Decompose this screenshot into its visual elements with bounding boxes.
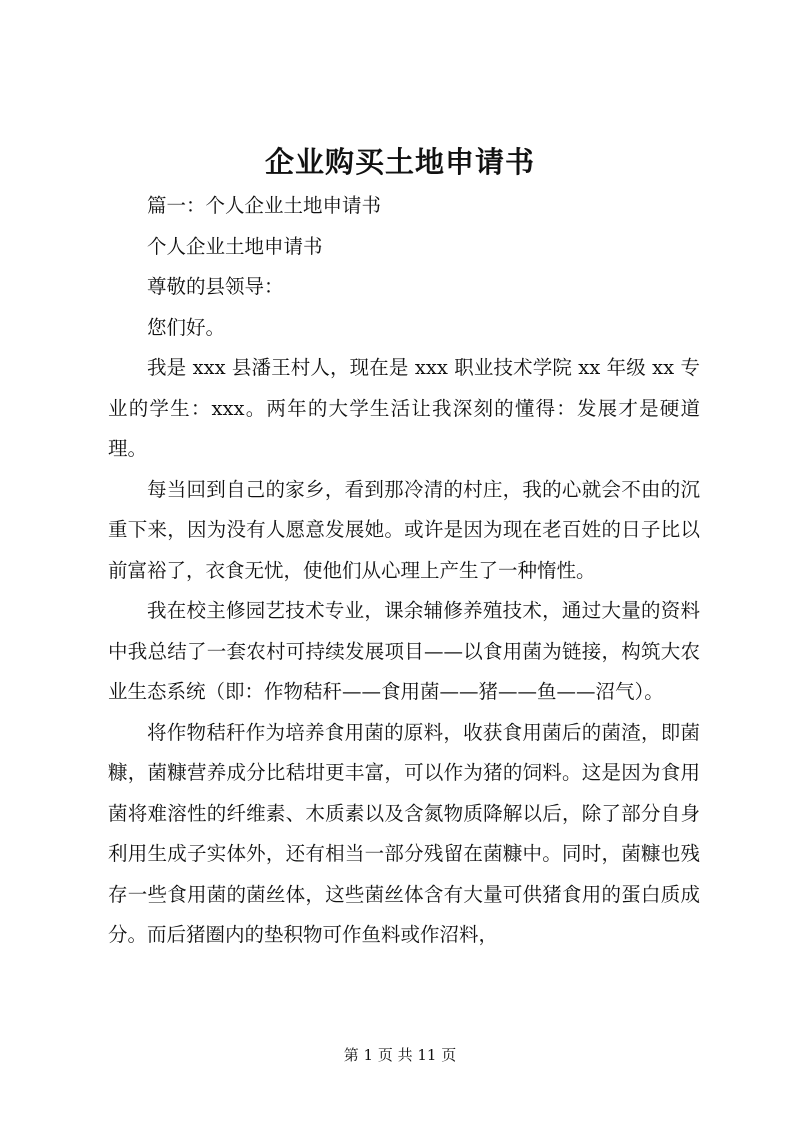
paragraph-hometown: 每当回到自己的家乡，看到那冷清的村庄，我的心就会不由的沉重下来，因为没有人愿意发展她。或许是因为现在老百姓的日子比以前富裕了，衣食无忧，使他们从心理上产生了一种惰性。 — [108, 477, 700, 582]
subtitle: 个人企业土地申请书 — [147, 234, 323, 258]
greeting: 您们好。 — [147, 315, 226, 339]
document-title: 企业购买土地申请书 — [264, 145, 535, 179]
salutation: 尊敬的县领导： — [147, 275, 284, 298]
paragraph-intro: 我是 xxx 县潘王村人，现在是 xxx 职业技术学院 xx 年级 xx 专业的学生：xxx。两年的大学生活让我深刻的懂得：发展才是硬道理。 — [108, 356, 700, 460]
page-footer: 第 1 页 共 11 页 — [343, 1046, 457, 1064]
paragraph-method: 将作物秸秆作为培养食用菌的原料，收获食用菌后的菌渣，即菌糠，菌糠营养成分比秸坩更丰富，可以作为猪的饲料。这是因为食用菌将难溶性的纤维素、木质素以及含氮物质降解以后，除了部分自身利用生成子实体外，还有相当一部分残留在菌糠中。同时，菌糠也残存一些食用菌的菌丝体，这些菌丝体含有大量可供猪食用的蛋白质成分。而后猪圈内的垫积物可作鱼料或作沼料， — [108, 720, 700, 946]
document-body — [108, 186, 700, 956]
section-heading: 篇一：个人企业土地申请书 — [147, 194, 382, 217]
paragraph-project: 我在校主修园艺技术专业，课余辅修养殖技术，通过大量的资料中我总结了一套农村可持续发展项目——以食用菌为链接，构筑大农业生态系统（即：作物秸秆——食用菌——猪——鱼——沼气）。 — [108, 599, 700, 703]
